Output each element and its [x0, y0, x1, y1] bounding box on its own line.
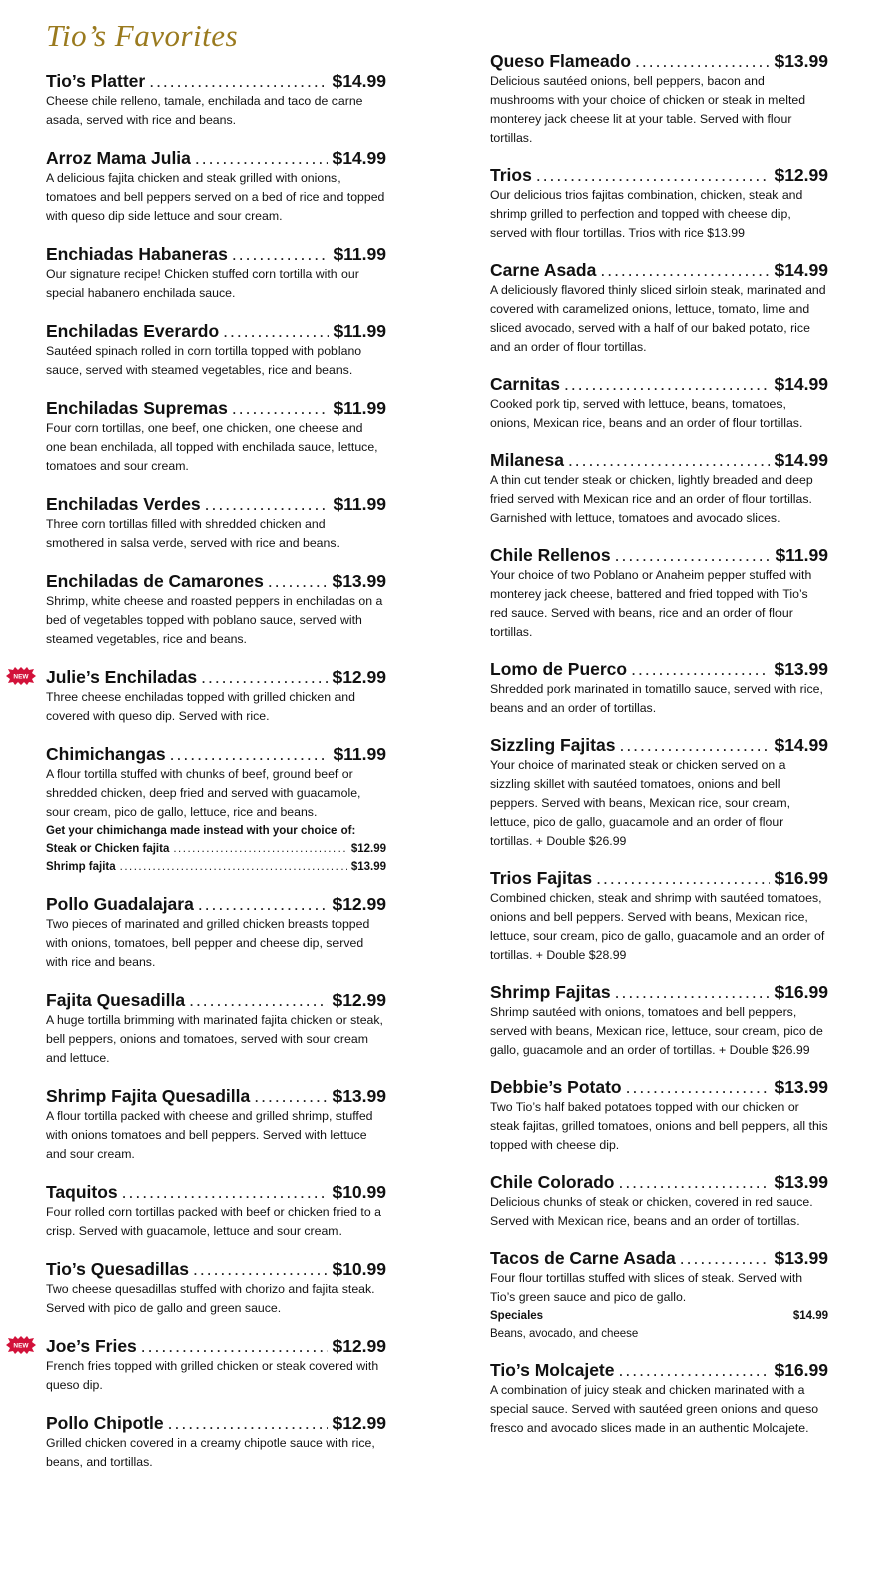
item-name: Pollo Guadalajara [46, 894, 194, 914]
item-name: Enchiladas Supremas [46, 398, 228, 418]
menu-item-pollo-guadalajara [46, 893, 386, 972]
item-name: Enchiladas Verdes [46, 494, 201, 514]
page-title: Tio’s Favorites [46, 18, 239, 53]
item-price: $13.99 [774, 1172, 828, 1192]
item-description: Our signature recipe! Chicken stuffed corn tortilla with our special habanero enchilada sauce. [46, 267, 359, 300]
menu-item-trios [490, 164, 828, 243]
item-description: Cheese chile relleno, tamale, enchilada and taco de carne asada, served with rice and beans. [46, 94, 363, 127]
item-name: Fajita Quesadilla [46, 990, 186, 1010]
special-row [490, 1307, 828, 1325]
item-name: Carne Asada [490, 260, 597, 280]
item-price: $11.99 [333, 398, 386, 418]
item-description: A deliciously flavored thinly sliced sirloin steak, marinated and covered with caramelized onions, lettuce, tomato, lime and sliced avocado, served with a half of our baked potato, rice and an order of flour tortillas. [490, 283, 826, 354]
item-description: Four corn tortillas, one beef, one chicken, one cheese and one bean enchilada, all topped with enchilada sauce, lettuce, tomatoes and sour cream. [46, 421, 378, 473]
item-name: Chile Colorado [490, 1172, 615, 1192]
item-name: Milanesa [490, 450, 564, 470]
menu-item-enchiadas-habaneras [46, 243, 386, 303]
item-name: Queso Flameado [490, 51, 632, 71]
item-description: A flour tortilla packed with cheese and grilled shrimp, stuffed with onions tomatoes and bell peppers. Served with lettuce and sour cream. [46, 1109, 373, 1161]
item-name: Carnitas [490, 374, 561, 394]
item-name: Arroz Mama Julia [46, 148, 191, 168]
item-description: Your choice of marinated steak or chicken served on a sizzling skillet with sautéed tomatoes, onions and bell peppers. Served with beans, Mexican rice, sour cream, lettuce, pico de gallo, guacamole and an order of flour tortillas. + Double $26.99 [490, 758, 791, 848]
option-price: $12.99 [350, 843, 386, 855]
option-name: Steak or Chicken fajita [46, 843, 170, 855]
item-price: $13.99 [774, 1248, 828, 1268]
item-description: Three corn tortillas filled with shredded chicken and smothered in salsa verde, served with rice and beans. [46, 517, 340, 550]
item-name: Enchiladas de Camarones [46, 571, 264, 591]
item-price: $11.99 [775, 545, 828, 565]
item-name: Shrimp Fajitas [490, 982, 611, 1002]
item-name: Julie’s Enchiladas [46, 667, 198, 687]
menu-item-fajita-quesadilla [46, 989, 386, 1068]
item-price: $12.99 [332, 1336, 386, 1356]
option-price: $13.99 [350, 861, 386, 873]
item-description: Two Tio’s half baked potatoes topped with our chicken or steak fajitas, grilled tomatoes, onions and bell peppers, all this topped with cheese dip. [490, 1100, 828, 1152]
item-description: Combined chicken, steak and shrimp with sautéed tomatoes, onions and bell peppers. Served with beans, Mexican rice, lettuce, sour cream, pico de gallo, guacamole and an order of tortillas. + Double $28.99 [490, 891, 825, 962]
menu-item-tacos-de-carne-asada [490, 1247, 828, 1343]
menu-item-tios-platter [46, 70, 386, 130]
menu-item-sizzling-fajitas [490, 734, 828, 851]
item-price: $12.99 [774, 165, 828, 185]
item-price: $11.99 [333, 321, 386, 341]
menu-column-left [13, 70, 386, 1489]
item-description: Shrimp, white cheese and roasted peppers in enchiladas on a bed of vegetables topped with poblano sauce, served with steamed vegetables, rice and beans. [46, 594, 383, 646]
item-description: Four flour tortillas stuffed with slices of steak. Served with Tio’s green sauce and pico de gallo. [490, 1271, 803, 1304]
item-name: Chile Rellenos [490, 545, 611, 565]
item-description: Shredded pork marinated in tomatillo sauce, served with rice, beans and an order of tortillas. [490, 682, 823, 715]
menu-item-chile-rellenos [490, 544, 828, 642]
item-price: $12.99 [332, 667, 386, 687]
item-price: $12.99 [332, 990, 386, 1010]
item-description: French fries topped with grilled chicken or steak covered with queso dip. [46, 1359, 379, 1392]
menu-item-tios-quesadillas [46, 1258, 386, 1318]
item-description: Three cheese enchiladas topped with grilled chicken and covered with queso dip. Served with rice. [46, 690, 355, 723]
option-row [46, 858, 386, 876]
menu-item-julies-enchiladas [13, 666, 386, 726]
menu-item-enchiladas-supremas [46, 397, 386, 476]
item-price: $14.99 [332, 148, 386, 168]
menu-item-chile-colorado [490, 1171, 828, 1231]
item-description: Shrimp sautéed with onions, tomatoes and bell peppers, served with beans, Mexican rice, lettuce, sour cream, pico de gallo, guacamole and an order of tortillas. + Double $26.99 [490, 1005, 823, 1057]
option-intro: Get your chimichanga made instead with your choice of: [46, 825, 356, 837]
item-price: $16.99 [774, 868, 828, 888]
menu-item-arroz-mama-julia [46, 147, 386, 226]
special-price: $14.99 [792, 1310, 828, 1322]
item-price: $16.99 [774, 982, 828, 1002]
menu-item-carne-asada [490, 259, 828, 357]
item-name: Chimichangas [46, 744, 166, 764]
item-price: $10.99 [332, 1182, 386, 1202]
item-description: A combination of juicy steak and chicken marinated with a special sauce. Served with sautéed green onions and queso fresco and avocado slices made in an authentic Molcajete. [490, 1383, 819, 1435]
item-description: Cooked pork tip, served with lettuce, beans, tomatoes, onions, Mexican rice, beans and an order of flour tortillas. [490, 397, 803, 430]
item-price: $11.99 [333, 494, 386, 514]
menu-item-tios-molcajete [490, 1359, 828, 1438]
menu-item-taquitos [46, 1181, 386, 1241]
item-description: Sautéed spinach rolled in corn tortilla topped with poblano sauce, served with steamed vegetables, rice and beans. [46, 344, 362, 377]
menu-item-queso-flameado [490, 50, 828, 148]
menu-item-enchiladas-de-camarones [46, 570, 386, 649]
item-price: $14.99 [774, 735, 828, 755]
menu-item-milanesa [490, 449, 828, 528]
menu-item-chimichangas [46, 743, 386, 876]
item-name: Pollo Chipotle [46, 1413, 164, 1433]
menu-item-pollo-chipotle [46, 1412, 386, 1472]
item-price: $11.99 [333, 744, 386, 764]
item-price: $14.99 [774, 374, 828, 394]
item-name: Joe’s Fries [46, 1336, 137, 1356]
item-name: Sizzling Fajitas [490, 735, 616, 755]
menu-item-carnitas [490, 373, 828, 433]
svg-text:NEW: NEW [13, 1342, 29, 1350]
item-name: Tio’s Molcajete [490, 1360, 615, 1380]
item-name: Lomo de Puerco [490, 659, 628, 679]
item-description: A huge tortilla brimming with marinated fajita chicken or steak, bell peppers, onions and tomatoes, served with sour cream and lettuce. [46, 1013, 383, 1065]
item-description: Grilled chicken covered in a creamy chipotle sauce with rice, beans, and tortillas. [46, 1436, 375, 1469]
option-name: Shrimp fajita [46, 861, 116, 873]
item-price: $16.99 [774, 1360, 828, 1380]
item-price: $14.99 [774, 260, 828, 280]
item-description: Two cheese quesadillas stuffed with chorizo and fajita steak. Served with pico de gallo and green sauce. [46, 1282, 375, 1315]
item-description: Our delicious trios fajitas combination, chicken, steak and shrimp grilled to perfection and topped with cheese dip, served with flour tortillas. Trios with rice $13.99 [490, 188, 803, 240]
svg-text:NEW: NEW [13, 673, 29, 681]
special-description: Beans, avocado, and cheese [490, 1328, 639, 1340]
item-description: A delicious fajita chicken and steak grilled with onions, tomatoes and bell peppers served on a bed of rice and topped with queso dip side lettuce and sour cream. [46, 171, 385, 223]
item-price: $11.99 [333, 244, 386, 264]
item-name: Debbie’s Potato [490, 1077, 622, 1097]
item-price: $14.99 [332, 71, 386, 91]
menu-item-debbies-potato [490, 1076, 828, 1155]
item-name: Enchiladas Everardo [46, 321, 220, 341]
new-badge-icon [6, 1336, 36, 1354]
item-price: $13.99 [774, 51, 828, 71]
option-row [46, 840, 386, 858]
item-description: Your choice of two Poblano or Anaheim pepper stuffed with monterey jack cheese, battered and fried topped with Tio’s red sauce. Served with beans, rice and an order of flour tortillas. [490, 568, 812, 639]
menu-item-shrimp-fajitas [490, 981, 828, 1060]
menu-column-right [490, 50, 828, 1454]
item-description: A flour tortilla stuffed with chunks of beef, ground beef or shredded chicken, deep fried and served with guacamole, sour cream, pico de gallo, lettuce, rice and beans. [46, 767, 361, 819]
item-name: Tacos de Carne Asada [490, 1248, 676, 1268]
item-description: A thin cut tender steak or chicken, lightly breaded and deep fried served with Mexican rice and an order of flour tortillas. Garnished with lettuce, tomatoes and avocado slices. [490, 473, 813, 525]
menu-item-enchiladas-everardo [46, 320, 386, 380]
item-description: Four rolled corn tortillas packed with beef or chicken fried to a crisp. Served with guacamole, lettuce and sour cream. [46, 1205, 381, 1238]
item-price: $14.99 [774, 450, 828, 470]
item-name: Trios [490, 165, 532, 185]
item-name: Tio’s Quesadillas [46, 1259, 189, 1279]
item-price: $13.99 [332, 571, 386, 591]
menu-item-joes-fries [13, 1335, 386, 1395]
new-badge-icon [6, 667, 36, 685]
item-price: $13.99 [774, 1077, 828, 1097]
item-name: Shrimp Fajita Quesadilla [46, 1086, 251, 1106]
item-description: Delicious chunks of steak or chicken, covered in red sauce. Served with Mexican rice, beans and an order of tortillas. [490, 1195, 813, 1228]
item-price: $12.99 [332, 1413, 386, 1433]
special-label: Speciales [490, 1310, 544, 1322]
item-name: Enchiadas Habaneras [46, 244, 228, 264]
item-price: $13.99 [332, 1086, 386, 1106]
menu-item-enchiladas-verdes [46, 493, 386, 553]
item-description: Delicious sautéed onions, bell peppers, bacon and mushrooms with your choice of chicken or steak in melted monterey jack cheese lit at your table. Served with flour tortillas. [490, 74, 806, 145]
item-name: Taquitos [46, 1182, 118, 1202]
item-description: Two pieces of marinated and grilled chicken breasts topped with onions, tomatoes, bell pepper and cheese dip, served with rice and beans. [46, 917, 370, 969]
item-name: Tio’s Platter [46, 71, 146, 91]
menu-item-trios-fajitas [490, 867, 828, 965]
item-name: Trios Fajitas [490, 868, 593, 888]
item-price: $12.99 [332, 894, 386, 914]
menu-item-shrimp-fajita-quesadilla [46, 1085, 386, 1164]
item-price: $13.99 [774, 659, 828, 679]
menu-item-lomo-de-puerco [490, 658, 828, 718]
item-price: $10.99 [332, 1259, 386, 1279]
